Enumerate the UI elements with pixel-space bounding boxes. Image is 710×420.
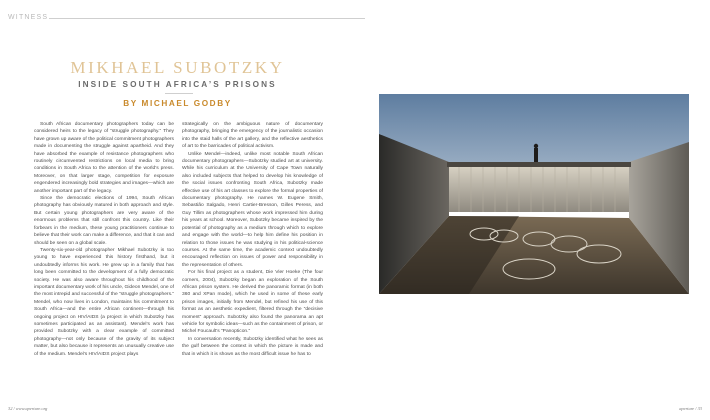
prison-yard-photo [379, 94, 689, 294]
article-byline: BY MICHAEL GODBY [123, 99, 232, 108]
paragraph: strategically on the ambiguous nature of documentary photography, bringing the emergency of the journalistic occasion into the staid halls of the art gallery, and the reflective aesthetics of art to the barricades of political activism. [182, 122, 323, 150]
text-column-left [34, 121, 174, 358]
section-label: WITNESS [8, 14, 49, 21]
paragraph: Since the democratic elections of 1994, South African photography has obviously matured in both approach and style. But certain young photographers are very aware of the enormous problems that still confront this country. Like their forbears in the medium, these young practitioners continue to believe that their work can make a difference, and that it can and should be seen on a global scale. [34, 196, 174, 246]
section-rule [49, 18, 365, 19]
paragraph: In conversation recently, Subotzky identified what he sees as the gulf between the context in which the picture is made and that in which it is shown as the most difficult issue he has to [182, 336, 323, 357]
paragraph: Twenty-six-year-old photographer Mikhael Subotzky is too young to have experienced this history firsthand, but it undoubtedly informs his work. He grew up in a family that has long been committed to the development of a fully democratic society. He was also aware throughout his childhood of the important documentary work of his uncle, Gideon Mendel, one of the most intrepid and successful of the “struggle photographers.” Mendel, who now lives in London, maintains his commitment to South Africa—and the entire African continent—through his ongoing project on HIV/AIDS (a project in which Subotzky has sometimes participated as an assistant). Mendel’s work has provided Subotzky with a clear example of committed photography—not only because of the gravity of its subject matter, but also because it represents an unusually creative use of the medium. Mendel’s HIV/AIDS project plays [34, 247, 175, 357]
text-column-right [182, 121, 323, 358]
paragraph: For his final project as a student, Die Vier Hoeke (The four corners, 2004), Subotzky began an exploration of the South African prison system. He derived the panoramic format (in both 360 and XPan mode), which he used in some of these early prison images, initially from Mendel, but refined his use of this format as an aesthetic expedient, filtered through the “decisive moment” approach. Subotzky also found the panorama an apt vehicle for symbolic ideas—such as the containment of prison, or Michel Foucault’s “Panopticon.” [182, 270, 323, 335]
article-subtitle: INSIDE SOUTH AFRICA’S PRISONS [78, 80, 277, 89]
article-title: MIKHAEL SUBOTZKY [70, 58, 285, 77]
footer-left: 32 / www.aperture.org [8, 406, 48, 411]
paragraph: Unlike Mendel—indeed, unlike most notable South African documentary photographers—Subotzky studied art at university. While his curriculum at the University of Cape Town naturally also included subjects that helped to develop his knowledge of the social issues confronting South Africa, Subotzky made effective use of his art classes to explore the formal properties of documentary photography. He names W. Eugene Smith, Sebastião Salgado, Henri Cartier-Bresson, Gilles Peress, and Guy Tillim as photographers whose work impressed him during his years at school. Moreover, Subotzky became inspired by the potential of photography as a medium through which to explore and engage with the world—to help him define his position in relation to those issues he was studying in his political-science courses. At the same time, the academic context undoubtedly encouraged reflection on issues of power and responsibility in the representation of others. [182, 151, 323, 268]
footer-right: aperture / 33 [679, 406, 702, 411]
paragraph: South African documentary photographers today can be considered heirs to the legacy of “struggle photography.” They have grown up aware of the political commitment photographers made in documenting the struggle against apartheid. And they have absorbed the example of resistance photographers who routinely circumvented restrictions on local media to bring conditions in South Africa to the attention of the world’s press. Moreover, on that larger stage, competition for exposure engendered increasingly bold strategies and images—which are another important part of the legacy. [34, 122, 174, 194]
title-divider [165, 93, 193, 94]
